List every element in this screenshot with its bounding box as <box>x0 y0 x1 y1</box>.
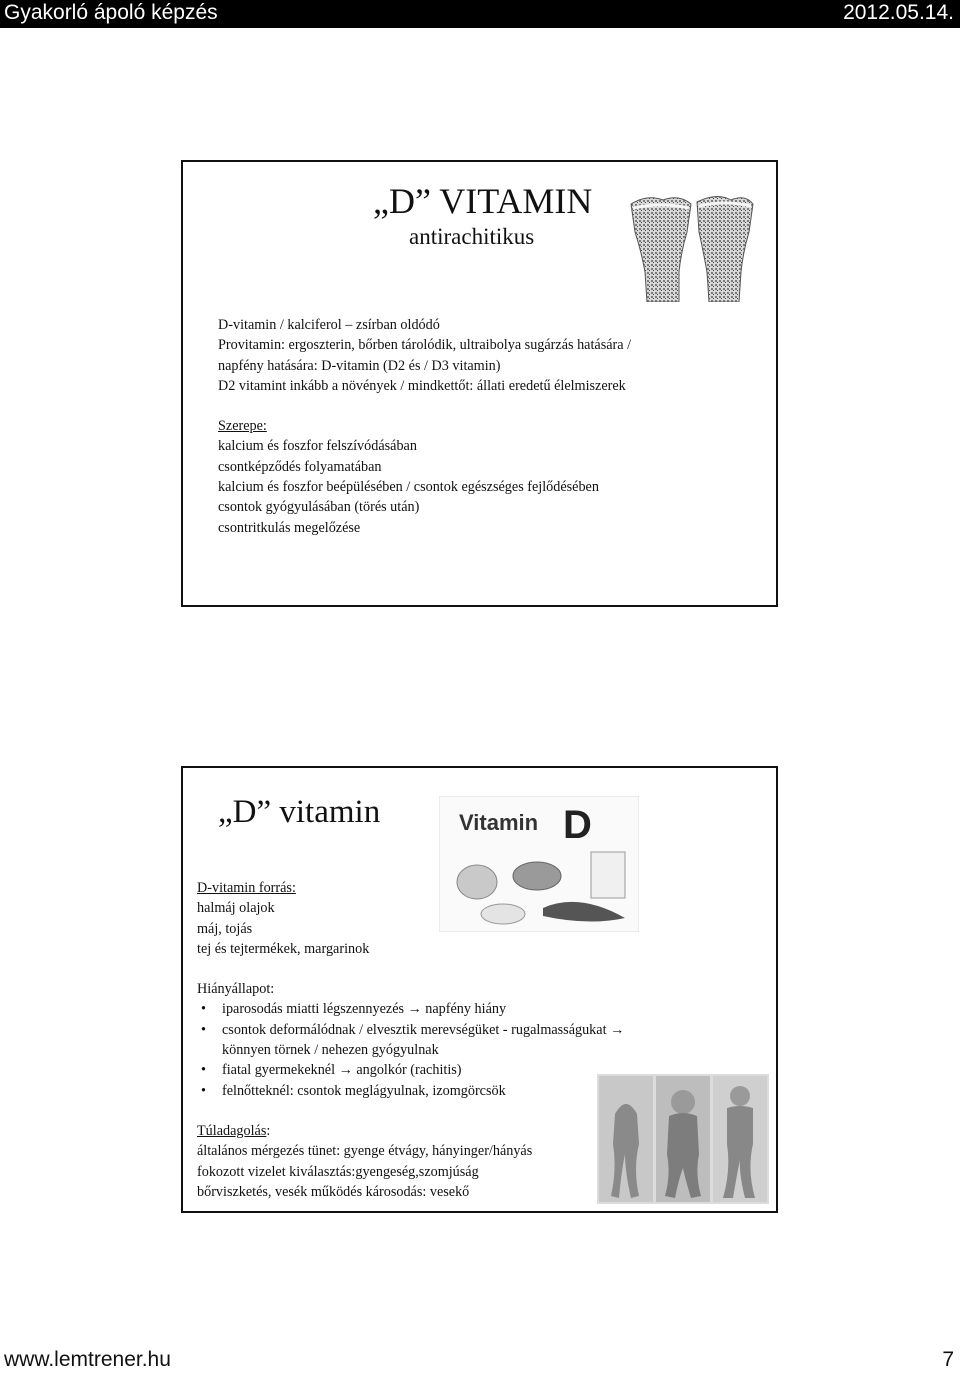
overdose-heading: Túladagolás: <box>197 1122 271 1139</box>
source-heading: D-vitamin forrás: <box>197 880 296 896</box>
slide2-title: „D” vitamin <box>218 794 381 830</box>
slide1-subtitle: antirachitikus <box>409 224 535 249</box>
slide2-body <box>197 878 624 1202</box>
deficiency-item: • fiatal gyermekeknél → angolkór (rachitis) <box>197 1060 624 1080</box>
deficiency-item-continuation: könnyen törnek / nehezen gyógyulnak <box>222 1042 439 1059</box>
slide1-line: Provitamin: ergoszterin, bőrben tárolódik, ultraibolya sugárzás hatására / <box>218 337 632 354</box>
rickets-photos <box>597 1074 769 1204</box>
slide1-line: D2 vitamint inkább a növények / mindkettőt: állati eredetű élelmiszerek <box>218 377 626 394</box>
bullet-icon: • <box>201 1001 206 1018</box>
deficiency-item: • csontok deformálódnak / elvesztik merevségüket - rugalmasságukat → <box>197 1020 624 1040</box>
deficiency-item: • felnőtteknél: csontok meglágyulnak, izomgörcsök <box>197 1081 624 1101</box>
header-date: 2012.05.14. <box>843 1 954 24</box>
role-heading: Szerepe: <box>218 418 267 435</box>
source-line: máj, tojás <box>197 920 253 937</box>
slide1-title: „D” VITAMIN <box>373 181 593 221</box>
overdose-line: fokozott vizelet kiválasztás:gyengeség,szomjúság <box>197 1163 479 1180</box>
slide-vitamin-d-overview <box>181 160 778 607</box>
role-line: kalcium és foszfor beépülésében / csontok egészséges fejlődésében <box>218 479 599 496</box>
page-header <box>0 0 960 28</box>
bullet-icon: • <box>201 1062 206 1079</box>
role-line: csontok gyógyulásában (törés után) <box>218 499 420 516</box>
source-line: tej és tejtermékek, margarinok <box>197 940 370 957</box>
overdose-line: bőrviszketés, vesék működés károsodás: vesekő <box>197 1183 470 1200</box>
slide-vitamin-d-sources <box>181 766 778 1213</box>
bullet-icon: • <box>201 1082 206 1099</box>
role-line: kalcium és foszfor felszívódásában <box>218 438 417 455</box>
deficiency-item: • iparosodás miatti légszennyezés → napfény hiány <box>197 999 624 1019</box>
image-label: Vitamin <box>459 810 539 835</box>
deficiency-heading: Hiányállapot: <box>197 981 275 998</box>
source-line: halmáj olajok <box>197 900 275 917</box>
slide1-line: D-vitamin / kalciferol – zsírban oldódó <box>218 317 440 333</box>
role-line: csontképződés folyamatában <box>218 458 382 475</box>
overdose-line: általános mérgezés tünet: gyenge étvágy, hányinger/hányás <box>197 1143 533 1160</box>
bone-illustration <box>627 192 757 302</box>
slide1-body <box>218 315 631 538</box>
header-course-title: Gyakorló ápoló képzés <box>4 1 218 24</box>
role-line: csontritkulás megelőzése <box>218 519 361 536</box>
image-letter: D <box>563 803 592 847</box>
footer-website: www.lemtrener.hu <box>4 1348 171 1371</box>
page-number: 7 <box>942 1348 954 1371</box>
bullet-icon: • <box>201 1021 206 1038</box>
slide1-line: napfény hatására: D-vitamin (D2 és / D3 vitamin) <box>218 357 501 374</box>
